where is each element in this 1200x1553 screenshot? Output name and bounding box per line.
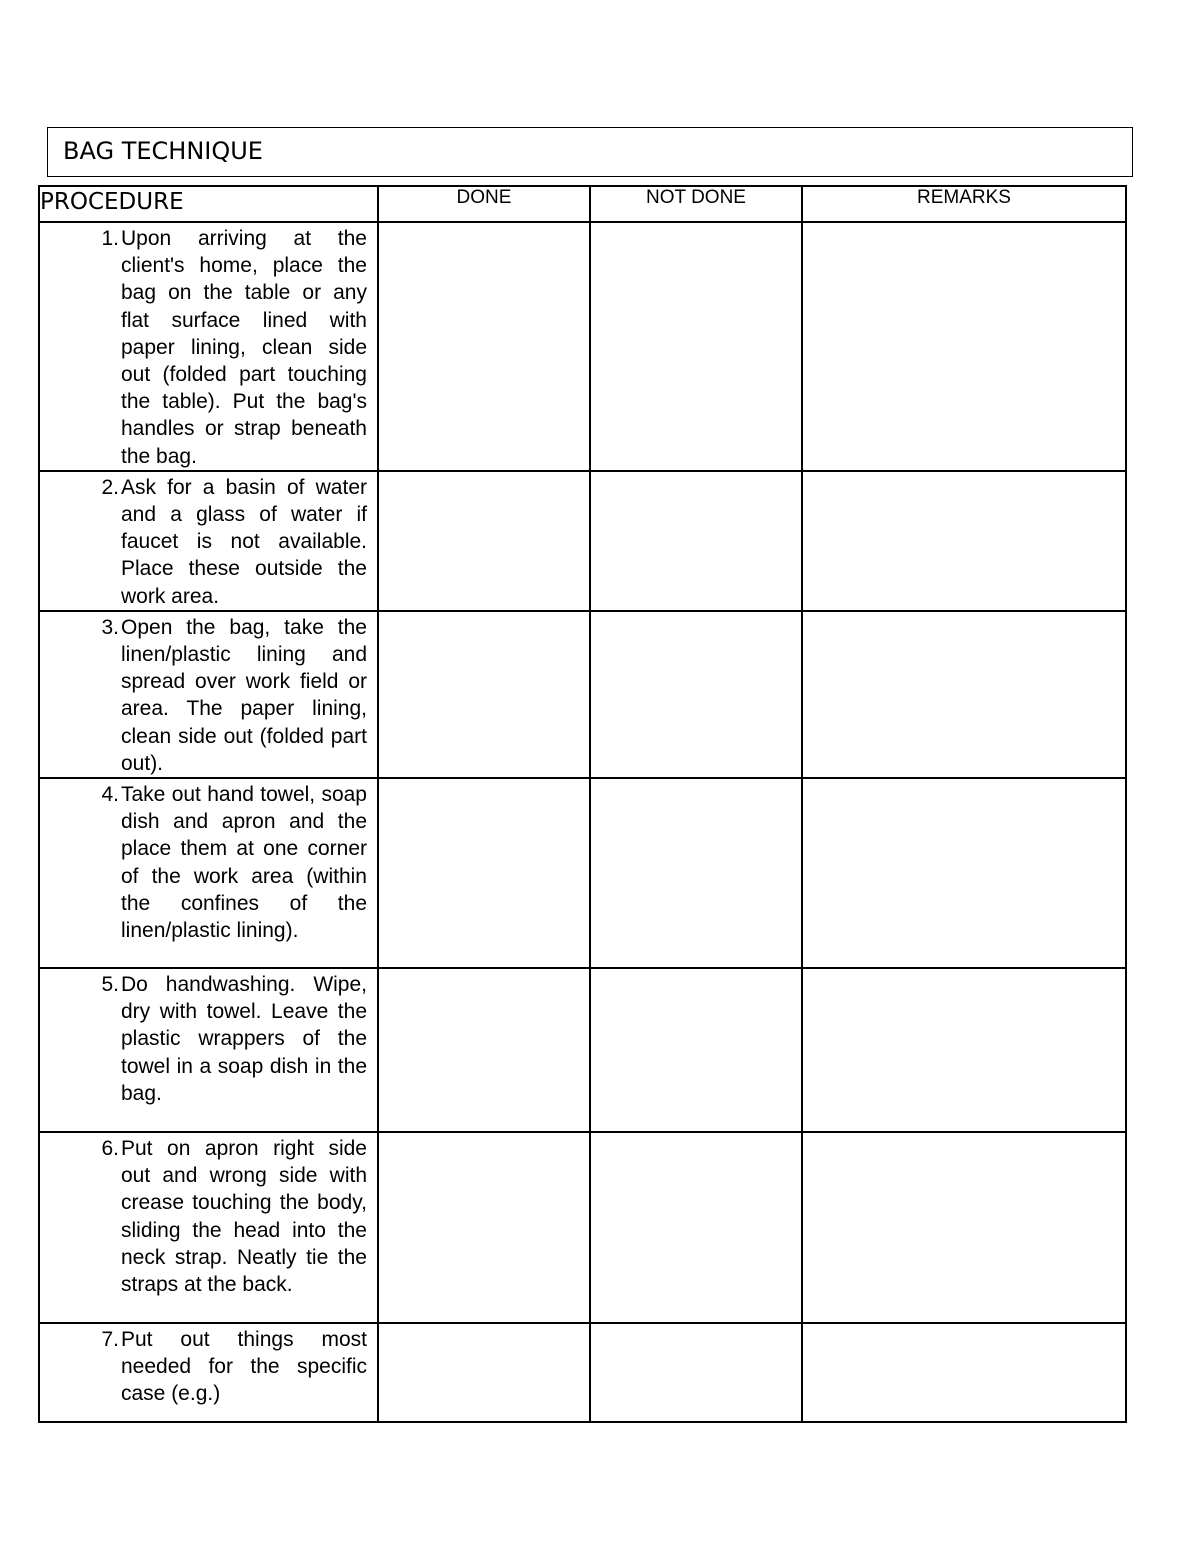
remarks-cell[interactable] — [802, 1132, 1126, 1323]
step-text: Open the bag, take the linen/plastic lining and spread over work field or area. The paper lining, clean side out (folded part out). — [121, 615, 367, 775]
step-number: 2. — [101, 475, 119, 499]
done-cell[interactable] — [378, 778, 590, 968]
step-text: Put out things most needed for the specific case (e.g.) — [121, 1328, 367, 1406]
procedure-cell — [39, 968, 378, 1132]
remarks-column-header: REMARKS — [802, 186, 1126, 222]
table-row — [39, 1132, 1126, 1323]
remarks-cell[interactable] — [802, 471, 1126, 611]
not-done-cell[interactable] — [590, 1323, 802, 1422]
table-row — [39, 611, 1126, 778]
step-number: 3. — [101, 615, 119, 639]
remarks-cell[interactable] — [802, 1323, 1126, 1422]
not-done-cell[interactable] — [590, 611, 802, 778]
remarks-cell[interactable] — [802, 611, 1126, 778]
procedure-cell — [39, 1323, 378, 1422]
remarks-cell[interactable] — [802, 778, 1126, 968]
step-number: 1. — [101, 227, 119, 250]
done-cell[interactable] — [378, 1323, 590, 1422]
not-done-column-header: NOT DONE — [590, 186, 802, 222]
not-done-cell[interactable] — [590, 222, 802, 471]
procedure-cell — [39, 471, 378, 611]
done-cell[interactable] — [378, 471, 590, 611]
done-cell[interactable] — [378, 1132, 590, 1323]
step-text: Put on apron right side out and wrong side with crease touching the body, sliding the head into the neck strap. Neatly tie the straps at the back. — [121, 1137, 367, 1297]
remarks-cell[interactable] — [802, 968, 1126, 1132]
title-box — [47, 127, 1133, 177]
step-text: Do handwashing. Wipe, dry with towel. Leave the plastic wrappers of the towel in a soap dish in the bag. — [121, 973, 367, 1105]
not-done-cell[interactable] — [590, 1132, 802, 1323]
step-text: Upon arriving at the client's home, place the bag on the table or any flat surface lined with paper lining, clean side out (folded part touching the table). Put the bag's handles or strap beneath the bag. — [121, 227, 367, 468]
procedure-column-header: PROCEDURE — [39, 186, 378, 222]
table-row — [39, 471, 1126, 611]
procedure-cell — [39, 222, 378, 471]
step-number: 5. — [101, 973, 119, 997]
table-row — [39, 968, 1126, 1132]
header-row — [39, 186, 1126, 222]
page-title: BAG TECHNIQUE — [63, 137, 263, 165]
step-number: 6. — [101, 1137, 119, 1161]
done-column-header: DONE — [378, 186, 590, 222]
table-row — [39, 222, 1126, 471]
table-row — [39, 1323, 1126, 1422]
procedure-cell — [39, 778, 378, 968]
procedure-cell — [39, 1132, 378, 1323]
not-done-cell[interactable] — [590, 968, 802, 1132]
not-done-cell[interactable] — [590, 778, 802, 968]
procedure-checklist-table — [38, 185, 1127, 1423]
done-cell[interactable] — [378, 222, 590, 471]
done-cell[interactable] — [378, 611, 590, 778]
step-text: Take out hand towel, soap dish and apron and the place them at one corner of the work area (within the confines of the linen/plastic lining). — [121, 783, 367, 943]
done-cell[interactable] — [378, 968, 590, 1132]
step-number: 7. — [101, 1328, 119, 1352]
not-done-cell[interactable] — [590, 471, 802, 611]
remarks-cell[interactable] — [802, 222, 1126, 471]
step-text: Ask for a basin of water and a glass of water if faucet is not available. Place these outside the work area. — [121, 475, 367, 608]
table-row — [39, 778, 1126, 968]
step-number: 4. — [101, 783, 119, 807]
procedure-cell — [39, 611, 378, 778]
